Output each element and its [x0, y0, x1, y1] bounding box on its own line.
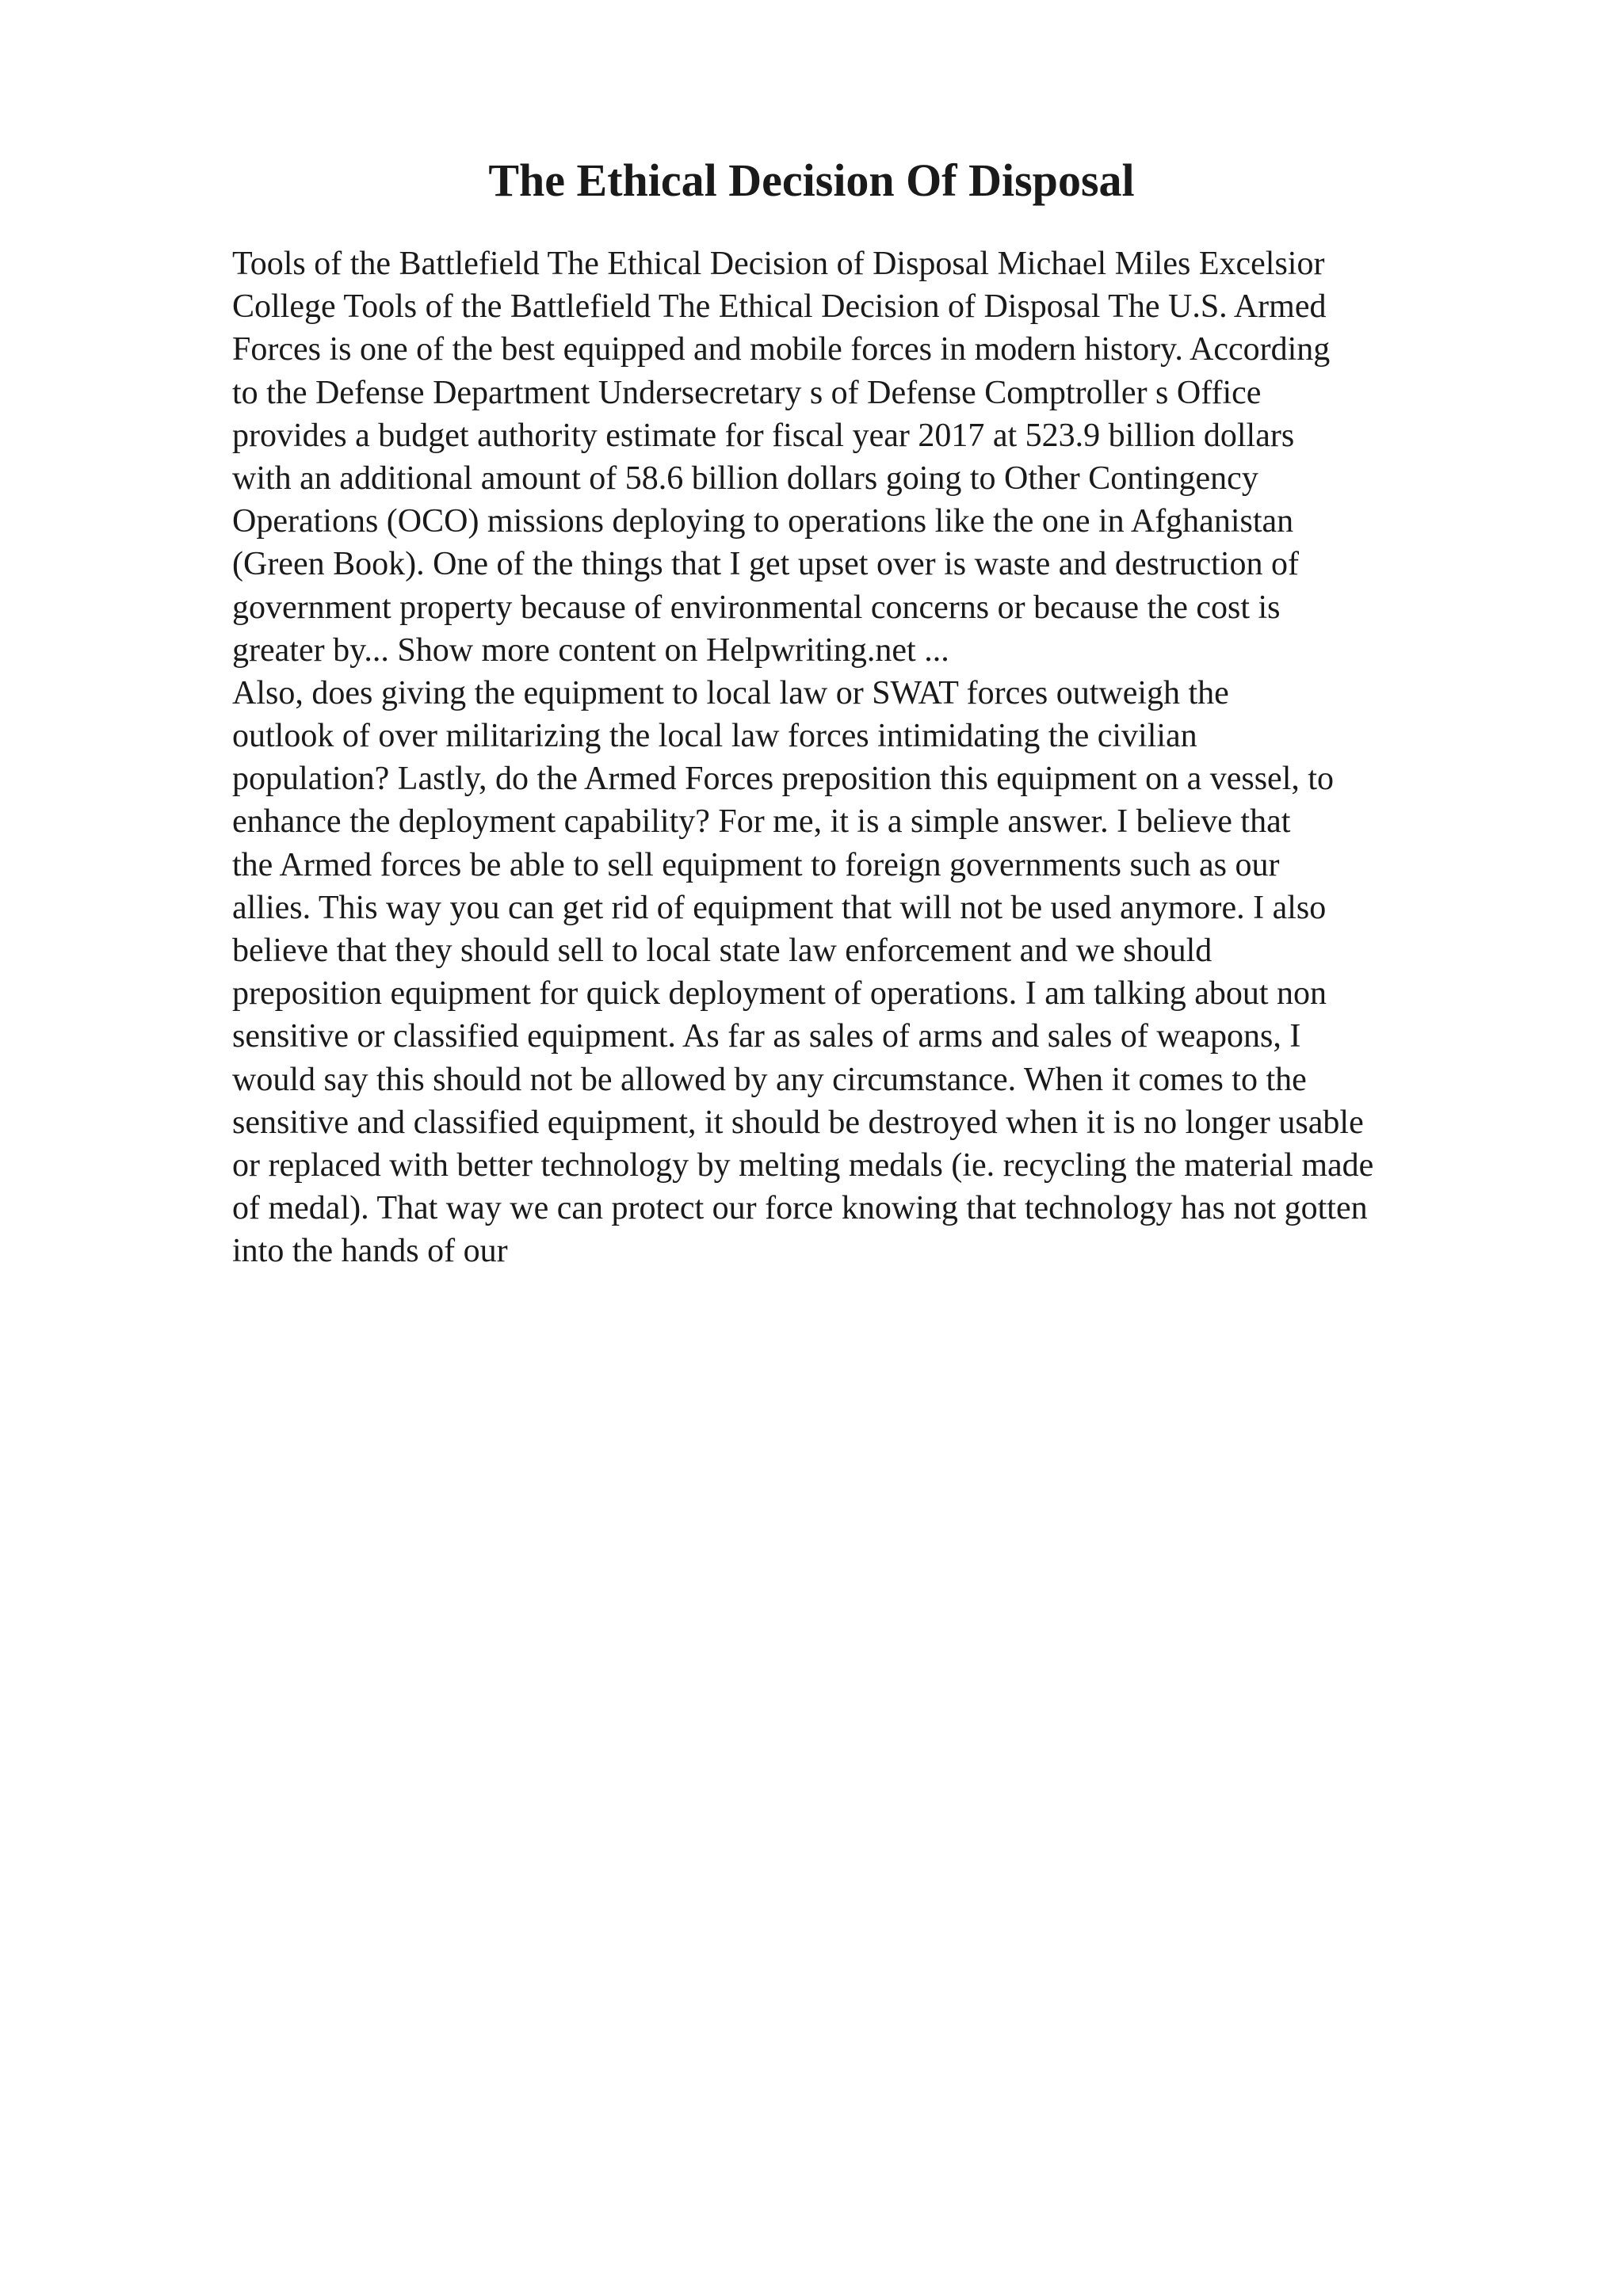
body-line-5: provides a budget authority estimate for fiscal year 2017 at 523.9 billion dollars: [232, 417, 1295, 454]
body-line-3: Forces is one of the best equipped and mobile forces in modern history. According: [232, 331, 1331, 368]
body-line-1: Tools of the Battlefield The Ethical Decision of Disposal Michael Miles Excelsior: [232, 246, 1325, 282]
body-line-14: enhance the deployment capability? For me, it is a simple answer. I believe that: [232, 803, 1291, 841]
body-line-2: College Tools of the Battlefield The Ethical Decision of Disposal The U.S. Armed: [232, 288, 1327, 326]
body-line-9: government property because of environmental concerns or because the cost is: [232, 589, 1281, 626]
body-line-6: with an additional amount of 58.6 billion dollars going to Other Contingency: [232, 460, 1258, 497]
body-line-24: into the hands of our: [232, 1233, 508, 1270]
body-line-16: allies. This way you can get rid of equipment that will not be used anymore. I also: [232, 889, 1327, 926]
body-line-8: (Green Book). One of the things that I get upset over is waste and destruction of: [232, 546, 1299, 583]
body-line-20: would say this should not be allowed by any circumstance. When it comes to the: [232, 1061, 1307, 1098]
body-line-10: greater by... Show more content on Helpwriting.net ...: [232, 631, 949, 669]
body-line-18: preposition equipment for quick deployment of operations. I am talking about non: [232, 975, 1327, 1013]
body-line-12: outlook of over militarizing the local law forces intimidating the civilian: [232, 718, 1197, 755]
body-line-22: or replaced with better technology by melting medals (ie. recycling the material made: [232, 1146, 1374, 1184]
body-line-21: sensitive and classified equipment, it should be destroyed when it is no longer usable: [232, 1104, 1364, 1141]
body-line-19: sensitive or classified equipment. As far as sales of arms and sales of weapons, I: [232, 1018, 1301, 1055]
body-line-15: the Armed forces be able to sell equipment to foreign governments such as our: [232, 846, 1280, 883]
body-line-4: to the Defense Department Undersecretary s of Defense Comptroller s Office: [232, 374, 1262, 411]
body-line-7: Operations (OCO) missions deploying to operations like the one in Afghanistan: [232, 503, 1294, 540]
body-line-17: believe that they should sell to local state law enforcement and we should: [232, 933, 1212, 969]
body-line-13: population? Lastly, do the Armed Forces preposition this equipment on a vessel, to: [232, 761, 1335, 798]
body-line-23: of medal). That way we can protect our force knowing that technology has not gotten: [232, 1190, 1368, 1227]
body-line-11: Also, does giving the equipment to local law or SWAT forces outweigh the: [232, 674, 1229, 711]
document-body: [232, 242, 1516, 1273]
document-title: The Ethical Decision Of Disposal: [488, 154, 1135, 206]
